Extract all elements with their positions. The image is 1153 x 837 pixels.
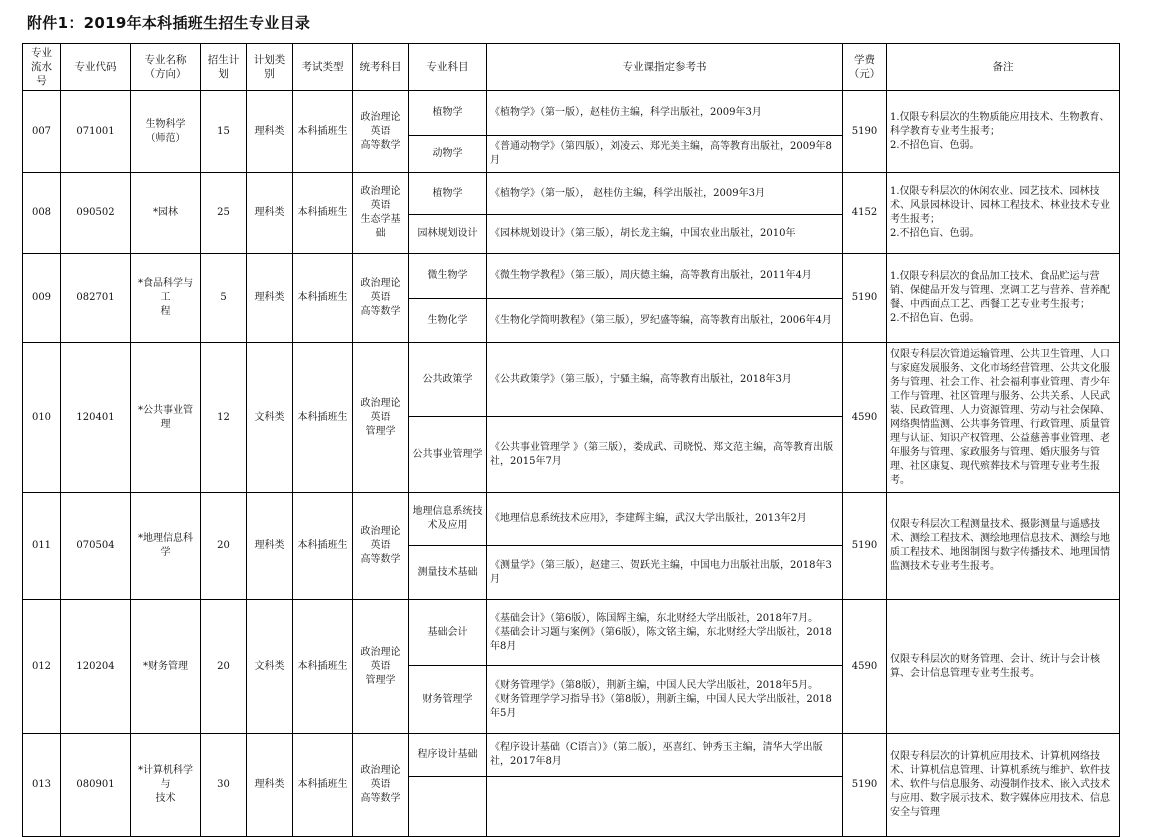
header-row: [23, 44, 1120, 91]
header-fee: 学费 （元）: [843, 44, 887, 91]
fee-cell: 5190: [843, 734, 887, 837]
subject-cell: 生物化学: [409, 299, 487, 343]
plan-type-cell: 理科类: [247, 254, 293, 343]
plan-type-cell: 理科类: [247, 173, 293, 254]
note-cell: 1.仅限专科层次的休闲农业、园艺技术、园林技术、风景园林设计、园林工程技术、林业技术专业考生报考； 2.不招色盲、色弱。: [887, 173, 1120, 254]
header-note: 备注: [887, 44, 1120, 91]
note-cell: 仅限专科层次的财务管理、会计、统计与会计核算、会计信息管理专业考生报考。: [887, 600, 1120, 734]
table-row: [23, 600, 1120, 666]
serial-cell: 013: [23, 734, 61, 837]
header-unified: 统考科目: [353, 44, 409, 91]
serial-cell: 008: [23, 173, 61, 254]
subject-cell: [409, 777, 487, 837]
fee-cell: 5190: [843, 91, 887, 173]
major-name-cell: *计算机科学与 技术: [131, 734, 201, 837]
reference-cell: 《公共事业管理学 》（第三版），娄成武、司晓悦、郑文范主编，高等教育出版社，2015年7月: [487, 417, 843, 493]
serial-cell: 010: [23, 343, 61, 493]
serial-cell: 011: [23, 493, 61, 600]
quota-cell: 5: [201, 254, 247, 343]
exam-type-cell: 本科插班生: [293, 734, 353, 837]
reference-cell: 《程序设计基础（C语言）》（第二版），巫喜红、钟秀玉主编，清华大学出版社，2017年8月: [487, 734, 843, 777]
reference-cell: 《植物学》（第一版）， 赵桂仿主编，科学出版社，2009年3月: [487, 173, 843, 215]
code-cell: 080901: [61, 734, 131, 837]
subject-cell: 公共政策学: [409, 343, 487, 417]
reference-cell: 《园林规划设计》（第三版），胡长龙主编，中国农业出版社，2010年: [487, 215, 843, 254]
code-cell: 090502: [61, 173, 131, 254]
subject-cell: 植物学: [409, 91, 487, 136]
header-plan-type: 计划类别: [247, 44, 293, 91]
note-cell: 仅限专科层次管道运输管理、公共卫生管理、人口与家庭发展服务、文化市场经营管理、公共文化服务与管理、社会工作、社会福利事业管理、青少年工作与管理、社区管理与服务、公共关系、人民武装、民政管理、人力资源管理、劳动与社会保障、网络舆情监测、公共事务管理、行政管理、质量管理与认证、知识产权管理、公益慈善事业管理、老年服务与管理、家政服务与管理、婚庆服务与管理、社区康复、现代殡葬技术与管理专业考生报考。: [887, 343, 1120, 493]
unified-subjects-cell: 政治理论 英语 管理学: [353, 600, 409, 734]
header-subject: 专业科目: [409, 44, 487, 91]
fee-cell: 5190: [843, 493, 887, 600]
table-row: [23, 254, 1120, 299]
plan-type-cell: 文科类: [247, 600, 293, 734]
exam-type-cell: 本科插班生: [293, 173, 353, 254]
unified-subjects-cell: 政治理论 英语 管理学: [353, 343, 409, 493]
major-name-cell: 生物科学 （师范）: [131, 91, 201, 173]
exam-type-cell: 本科插班生: [293, 91, 353, 173]
subject-cell: 测量技术基础: [409, 546, 487, 600]
fee-cell: 5190: [843, 254, 887, 343]
subject-cell: 公共事业管理学: [409, 417, 487, 493]
quota-cell: 20: [201, 600, 247, 734]
unified-subjects-cell: 政治理论 英语 高等数学: [353, 734, 409, 837]
plan-type-cell: 理科类: [247, 734, 293, 837]
header-quota: 招生计划: [201, 44, 247, 91]
page-title: 附件1：2019年本科插班生招生专业目录: [27, 14, 311, 32]
plan-type-cell: 理科类: [247, 493, 293, 600]
unified-subjects-cell: 政治理论 英语 高等数学: [353, 493, 409, 600]
fee-cell: 4590: [843, 343, 887, 493]
subject-cell: 财务管理学: [409, 666, 487, 734]
table-row: [23, 343, 1120, 417]
reference-cell: 《微生物学教程》（第三版），周庆德主编，高等教育出版社，2011年4月: [487, 254, 843, 299]
reference-cell: [487, 777, 843, 837]
exam-type-cell: 本科插班生: [293, 600, 353, 734]
header-exam-type: 考试类型: [293, 44, 353, 91]
major-name-cell: *公共事业管理: [131, 343, 201, 493]
table-row: [23, 91, 1120, 136]
note-cell: 仅限专科层次的计算机应用技术、计算机网络技术、计算机信息管理、计算机系统与维护、软件技术、软件与信息服务、动漫制作技术、嵌入式技术与应用、数字展示技术、数字媒体应用技术、信息安全与管理: [887, 734, 1120, 837]
note-cell: 仅限专科层次工程测量技术、摄影测量与遥感技术、测绘工程技术、测绘地理信息技术、测绘与地质工程技术、地图制图与数字传播技术、地理国情监测技术专业考生报考。: [887, 493, 1120, 600]
header-reference: 专业课指定参考书: [487, 44, 843, 91]
note-cell: 1.仅限专科层次的食品加工技术、食品贮运与营销、保健品开发与管理、烹调工艺与营养、营养配餐、中西面点工艺、西餐工艺专业考生报考； 2.不招色盲、色弱。: [887, 254, 1120, 343]
subject-cell: 园林规划设计: [409, 215, 487, 254]
fee-cell: 4590: [843, 600, 887, 734]
header-serial: 专业 流水号: [23, 44, 61, 91]
subject-cell: 微生物学: [409, 254, 487, 299]
quota-cell: 15: [201, 91, 247, 173]
exam-type-cell: 本科插班生: [293, 343, 353, 493]
reference-cell: 《生物化学简明教程》（第三版），罗纪盛等编，高等教育出版社，2006年4月: [487, 299, 843, 343]
reference-cell: 《财务管理学》（第8版），荆新主编，中国人民大学出版社，2018年5月。 《财务管理学学习指导书》（第8版），荆新主编，中国人民大学出版社，2018年5月: [487, 666, 843, 734]
header-code: 专业代码: [61, 44, 131, 91]
reference-cell: 《植物学》（第一版），赵桂仿主编，科学出版社，2009年3月: [487, 91, 843, 136]
reference-cell: 《测量学》（第三版），赵建三、贺跃光主编，中国电力出版社出版，2018年3月: [487, 546, 843, 600]
major-name-cell: *园林: [131, 173, 201, 254]
reference-cell: 《基础会计》（第6版），陈国辉主编，东北财经大学出版社，2018年7月。 《基础会计习题与案例》（第6版），陈文铭主编，东北财经大学出版社，2018年8月: [487, 600, 843, 666]
subject-cell: 地理信息系统技 术及应用: [409, 493, 487, 546]
serial-cell: 012: [23, 600, 61, 734]
reference-cell: 《普通动物学》（第四版），刘凌云、郑光美主编，高等教育出版社，2009年8月: [487, 136, 843, 173]
major-name-cell: *地理信息科学: [131, 493, 201, 600]
fee-cell: 4152: [843, 173, 887, 254]
quota-cell: 20: [201, 493, 247, 600]
unified-subjects-cell: 政治理论 英语 高等数学: [353, 91, 409, 173]
exam-type-cell: 本科插班生: [293, 254, 353, 343]
code-cell: 120401: [61, 343, 131, 493]
code-cell: 082701: [61, 254, 131, 343]
code-cell: 070504: [61, 493, 131, 600]
table-row: [23, 734, 1120, 777]
unified-subjects-cell: 政治理论 英语 高等数学: [353, 254, 409, 343]
quota-cell: 30: [201, 734, 247, 837]
reference-cell: 《公共政策学》（第三版），宁骚主编，高等教育出版社，2018年3月: [487, 343, 843, 417]
subject-cell: 基础会计: [409, 600, 487, 666]
subject-cell: 程序设计基础: [409, 734, 487, 777]
major-name-cell: *食品科学与工 程: [131, 254, 201, 343]
code-cell: 071001: [61, 91, 131, 173]
serial-cell: 009: [23, 254, 61, 343]
table-body: [23, 91, 1120, 837]
subject-cell: 动物学: [409, 136, 487, 173]
table-row: [23, 173, 1120, 215]
plan-type-cell: 理科类: [247, 91, 293, 173]
exam-type-cell: 本科插班生: [293, 493, 353, 600]
major-name-cell: *财务管理: [131, 600, 201, 734]
serial-cell: 007: [23, 91, 61, 173]
major-catalog-table: [22, 43, 1120, 837]
quota-cell: 25: [201, 173, 247, 254]
code-cell: 120204: [61, 600, 131, 734]
note-cell: 1.仅限专科层次的生物质能应用技术、生物教育、科学教育专业考生报考； 2.不招色盲、色弱。: [887, 91, 1120, 173]
subject-cell: 植物学: [409, 173, 487, 215]
plan-type-cell: 文科类: [247, 343, 293, 493]
table-row: [23, 493, 1120, 546]
header-name: 专业名称 （方向）: [131, 44, 201, 91]
unified-subjects-cell: 政治理论 英语 生态学基础: [353, 173, 409, 254]
reference-cell: 《地理信息系统技术应用》，李建辉主编，武汉大学出版社，2013年2月: [487, 493, 843, 546]
quota-cell: 12: [201, 343, 247, 493]
